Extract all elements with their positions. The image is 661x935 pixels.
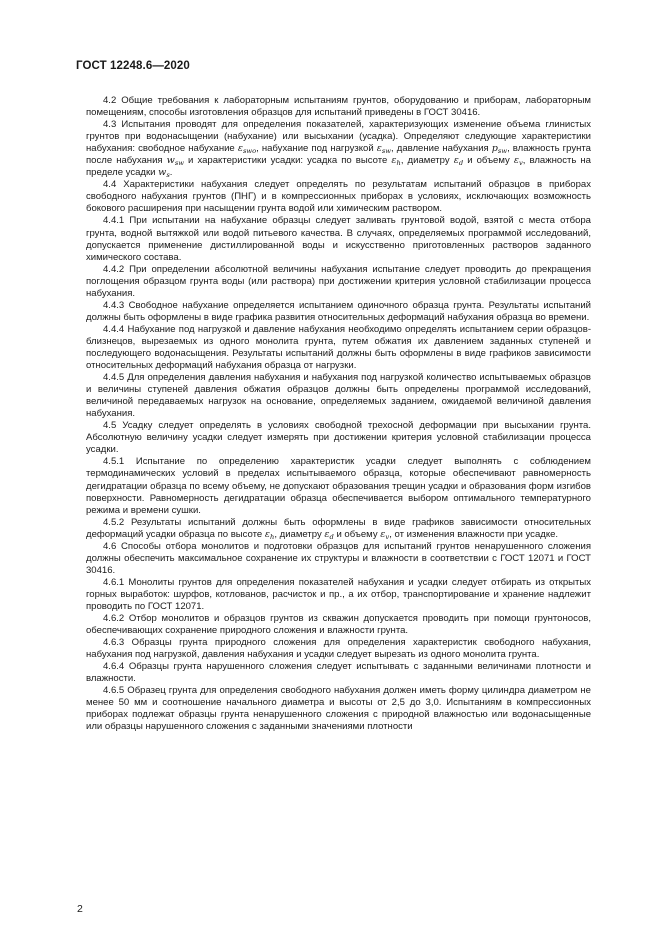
paragraph: 4.4.3 Свободное набухание определяется испытанием одиночного образца грунта. Результаты испытаний должны быть оформлены в виде графика развития относительных деформаций набухания образца во времени. <box>86 299 591 323</box>
paragraph: 4.3 Испытания проводят для определения показателей, характеризующих изменение объема глинистых грунтов при водонасыщении (набухание) или высыхании (усадка). Определяют следующие характеристики набухания: свободное набухание $\varepsilon_{swo}$, набухание под нагрузкой $\varepsilon_{sw}$, давление набухания $p_{sw}$, влажность грунта после набухания $w_{sw}$ и характеристики усадки: усадка по высоте $\varepsilon_h$, диаметру $\varepsilon_d$ и объему $\varepsilon_v$, влажность на пределе усадки $w_s$. <box>86 119 591 180</box>
paragraph: 4.6.4 Образцы грунта нарушенного сложения следует испытывать с заданными величинами плотности и влажности. <box>86 661 591 685</box>
paragraph: 4.4.1 При испытании на набухание образцы следует заливать грунтовой водой, взятой с места отбора грунта, водной вытяжкой или водой питьевого качества. В случаях, определяемых программой исследований, допускается применение дистиллированной воды и искусственно приготовленных растворов заданного химического состава. <box>86 215 591 263</box>
document-body <box>86 95 591 733</box>
page-number: 2 <box>77 903 83 915</box>
paragraph: 4.4.4 Набухание под нагрузкой и давление набухания необходимо определять испытанием серии образцов-близнецов, вырезаемых из одного монолита грунта, путем обжатия их давлением заданных ступеней и последующего водонасыщения. Результаты испытаний должны быть оформлены в виде графиков зависимости относительных деформаций набухания образца от нагрузки. <box>86 323 591 372</box>
paragraph: 4.6.5 Образец грунта для определения свободного набухания должен иметь форму цилиндра диаметром не менее 50 мм и соотношение начального диаметра и высоты от 2,5 до 3,0. Испытаниям в компрессионных приборах подлежат образцы грунта ненарушенного сложения с природной влажностью или водонасыщенные или образцы нарушенного сложения с заданными значениями плотности <box>86 685 591 733</box>
paragraph: 4.4.2 При определении абсолютной величины набухания испытание следует проводить до прекращения поглощения образцом грунта воды (или раствора) при достижении критерия условной стабилизации процесса набухания. <box>86 263 591 299</box>
paragraph: 4.6.3 Образцы грунта природного сложения для определения характеристик свободного набухания, набухания под нагрузкой, давления набухания и усадки следует вырезать из одного монолита грунта. <box>86 637 591 661</box>
paragraph: 4.6.2 Отбор монолитов и образцов грунтов из скважин допускается проводить при помощи грунтоносов, обеспечивающих сохранение природного сложения и влажности грунта. <box>86 613 591 637</box>
paragraph: 4.4.5 Для определения давления набухания и набухания под нагрузкой количество испытываемых образцов и величины ступеней давления обжатия образцов должны быть определены программой исследований, величиной передаваемых нагрузок на основание, определяемых заданием, ожидаемой величиной давления набухания. <box>86 372 591 420</box>
paragraph: 4.5.2 Результаты испытаний должны быть оформлены в виде графиков зависимости относительных деформаций усадки образца по высоте $\varepsilon_h$, диаметру $\varepsilon_d$ и объему $\varepsilon_v$, от изменения влажности при усадке. <box>86 516 591 541</box>
paragraph: 4.6.1 Монолиты грунтов для определения показателей набухания и усадки следует отбирать из открытых горных выработок: шурфов, котлованов, расчисток и пр., а их отбор, транспортирование и хранение надлежит проводить по ГОСТ 12071. <box>86 576 591 612</box>
paragraph: 4.6 Способы отбора монолитов и подготовки образцов для испытаний грунтов ненарушенного сложения должны обеспечить максимальное сохранение их структуры и влажности в соответствии с ГОСТ 12071 и ГОСТ 30416. <box>86 540 591 576</box>
paragraph: 4.5 Усадку следует определять в условиях свободной трехосной деформации при высыхании грунта. Абсолютную величину усадки следует измерять при достижении критерия условной стабилизации процесса усадки. <box>86 420 591 456</box>
paragraph: 4.4 Характеристики набухания следует определять по результатам испытаний образцов в приборах свободного набухания грунтов (ПНГ) и в компрессионных приборах в условиях, исключающих возможность бокового расширения при насыщении грунта водой или химическим раствором. <box>86 179 591 215</box>
paragraph: 4.2 Общие требования к лабораторным испытаниям грунтов, оборудованию и приборам, лабораторным помещениям, способы изготовления образцов для испытаний приведены в ГОСТ 30416. <box>86 95 591 119</box>
document-header: ГОСТ 12248.6—2020 <box>76 60 190 72</box>
paragraph: 4.5.1 Испытание по определению характеристик усадки следует выполнять с соблюдением термодинамических условий в пределах испытываемого образца, которые обеспечивают равномерность дегидратации образца по всему объему, не допускают образования трещин усадки и образования форм изгибов поверхности. Равномерность дегидратации образца обеспечивается выбором оптимального температурного режима и времени сушки. <box>86 456 591 516</box>
